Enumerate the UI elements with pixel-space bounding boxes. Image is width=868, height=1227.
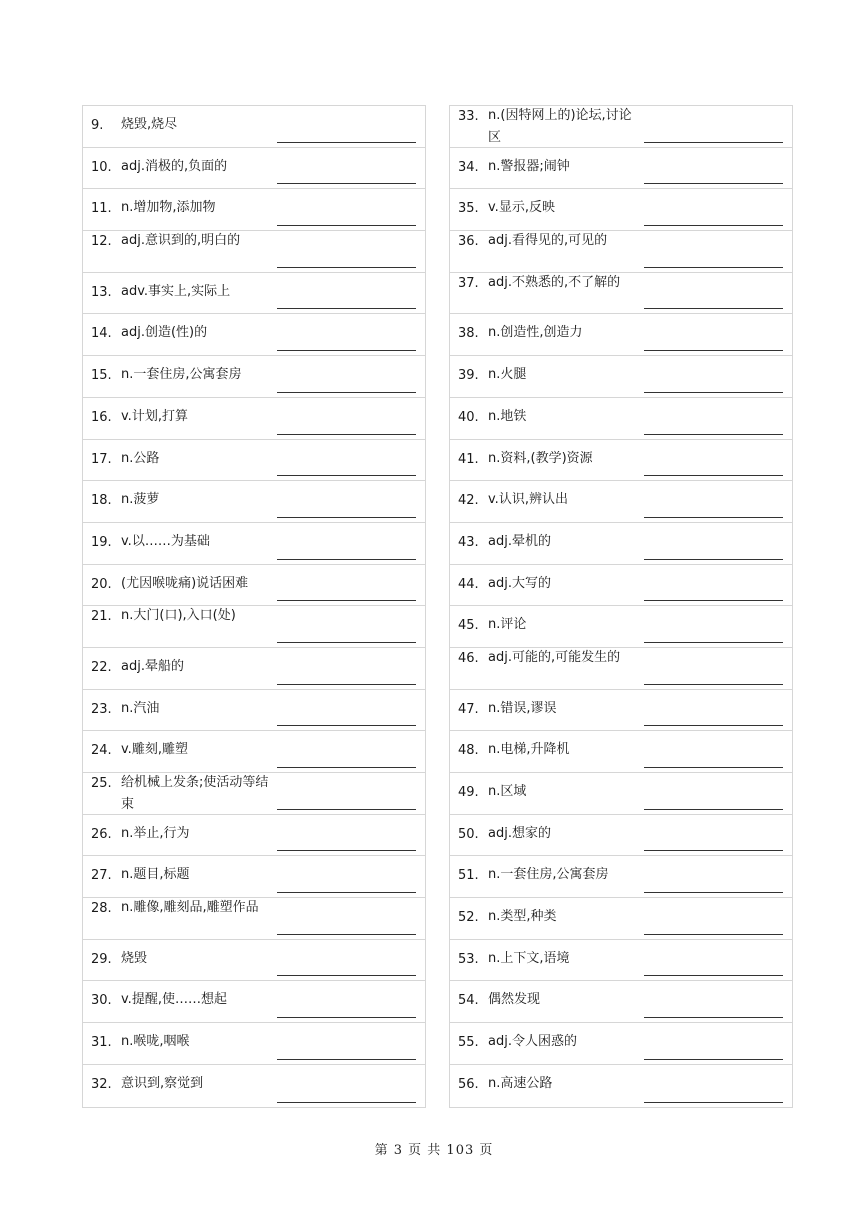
item-definition: n.类型,种类 [488, 909, 557, 925]
vocab-row [83, 106, 425, 148]
answer-blank[interactable] [277, 934, 416, 935]
item-number: 39. [458, 368, 479, 384]
item-number: 14. [91, 326, 112, 342]
item-definition: n.增加物,添加物 [121, 200, 216, 216]
item-number: 27. [91, 868, 112, 884]
item-definition: n.警报器;闹钟 [488, 158, 570, 174]
item-number: 36. [458, 234, 479, 250]
item-number: 30. [91, 993, 112, 1009]
item-number: 31. [91, 1035, 112, 1051]
item-definition: 偶然发现 [488, 992, 541, 1008]
vocab-row [450, 481, 792, 523]
item-definition: v.提醒,使……想起 [121, 992, 227, 1008]
item-number: 16. [91, 409, 112, 425]
item-number: 46. [458, 650, 479, 666]
item-number: 40. [458, 409, 479, 425]
answer-blank[interactable] [277, 434, 416, 435]
item-definition: adj.晕机的 [488, 533, 551, 549]
item-definition: n.菠萝 [121, 492, 160, 508]
vocab-row [83, 398, 425, 440]
item-number: 19. [91, 534, 112, 550]
vocab-row [450, 981, 792, 1023]
item-definition: n.高速公路 [488, 1075, 553, 1091]
vocab-row [450, 440, 792, 482]
vocab-row [450, 398, 792, 440]
item-definition: n.题目,标题 [121, 867, 190, 883]
page-footer: 第 3 页 共 103 页 [374, 1143, 494, 1158]
vocab-row [450, 231, 792, 273]
item-number: 45. [458, 618, 479, 634]
item-number: 37. [458, 275, 479, 291]
answer-blank[interactable] [644, 850, 783, 851]
item-number: 23. [91, 701, 112, 717]
item-definition: 意识到,察觉到 [121, 1075, 204, 1091]
answer-blank[interactable] [644, 767, 783, 768]
vocab-row [83, 898, 425, 940]
item-number: 56. [458, 1076, 479, 1092]
item-definition: n.汽油 [121, 700, 160, 716]
item-definition: v.认识,辨认出 [488, 492, 568, 508]
answer-blank[interactable] [644, 267, 783, 268]
item-definition: n.评论 [488, 617, 527, 633]
item-number: 21. [91, 609, 112, 625]
answer-blank[interactable] [644, 642, 783, 643]
answer-blank[interactable] [644, 892, 783, 893]
answer-blank[interactable] [644, 350, 783, 351]
item-definition: adj.大写的 [488, 575, 551, 591]
answer-blank[interactable] [277, 225, 416, 226]
answer-blank[interactable] [277, 559, 416, 560]
answer-blank[interactable] [277, 767, 416, 768]
vocab-row [83, 1065, 425, 1107]
vocab-row [450, 148, 792, 190]
answer-blank[interactable] [644, 183, 783, 184]
vocab-row [83, 481, 425, 523]
answer-blank[interactable] [277, 725, 416, 726]
item-definition: adj.想家的 [488, 825, 551, 841]
answer-blank[interactable] [277, 142, 416, 143]
vocab-row [450, 690, 792, 732]
vocab-row [450, 189, 792, 231]
item-number: 10. [91, 159, 112, 175]
item-definition: v.雕刻,雕塑 [121, 742, 188, 758]
item-definition: n.一套住房,公寓套房 [121, 367, 242, 383]
answer-blank[interactable] [277, 600, 416, 601]
answer-blank[interactable] [644, 684, 783, 685]
item-number: 18. [91, 493, 112, 509]
item-definition: adj.消极的,负面的 [121, 158, 228, 174]
right-vocab-column [449, 105, 793, 1108]
answer-blank[interactable] [644, 225, 783, 226]
vocab-row [450, 648, 792, 690]
item-number: 26. [91, 826, 112, 842]
vocab-row [83, 273, 425, 315]
answer-blank[interactable] [644, 1102, 783, 1103]
answer-blank[interactable] [644, 725, 783, 726]
vocab-row [450, 1065, 792, 1107]
vocab-row [450, 856, 792, 898]
item-definition: 给机械上发条;使活动等结束 [121, 775, 269, 812]
item-number: 52. [458, 910, 479, 926]
answer-blank[interactable] [277, 183, 416, 184]
answer-blank[interactable] [644, 434, 783, 435]
item-definition: n.喉咙,咽喉 [121, 1034, 190, 1050]
answer-blank[interactable] [644, 1017, 783, 1018]
answer-blank[interactable] [277, 517, 416, 518]
item-definition: adj.看得见的,可见的 [488, 233, 608, 249]
answer-blank[interactable] [644, 559, 783, 560]
vocab-row [450, 273, 792, 315]
item-definition: adj.不熟悉的,不了解的 [488, 274, 621, 290]
answer-blank[interactable] [644, 975, 783, 976]
vocab-row [83, 523, 425, 565]
item-definition: n.上下文,语境 [488, 950, 570, 966]
item-definition: n.雕像,雕刻品,雕塑作品 [121, 900, 259, 916]
item-number: 38. [458, 326, 479, 342]
item-number: 54. [458, 993, 479, 1009]
vocab-row [450, 731, 792, 773]
item-number: 29. [91, 951, 112, 967]
vocab-row [450, 523, 792, 565]
item-number: 25. [91, 776, 112, 791]
vocab-row [83, 606, 425, 648]
vocab-row [450, 106, 792, 148]
answer-blank[interactable] [277, 809, 416, 810]
item-definition: n.举止,行为 [121, 825, 190, 841]
vocab-row [450, 356, 792, 398]
answer-blank[interactable] [277, 1102, 416, 1103]
answer-blank[interactable] [644, 1059, 783, 1060]
answer-blank[interactable] [644, 517, 783, 518]
answer-blank[interactable] [277, 892, 416, 893]
item-number: 44. [458, 576, 479, 592]
item-number: 22. [91, 659, 112, 675]
item-number: 53. [458, 951, 479, 967]
vocab-row [83, 690, 425, 732]
item-number: 17. [91, 451, 112, 467]
item-definition: adv.事实上,实际上 [121, 283, 231, 299]
answer-blank[interactable] [644, 475, 783, 476]
left-vocab-column [82, 105, 426, 1108]
item-number: 47. [458, 701, 479, 717]
item-number: 51. [458, 868, 479, 884]
vocab-row [83, 1023, 425, 1065]
item-number: 32. [91, 1076, 112, 1092]
answer-blank[interactable] [277, 350, 416, 351]
answer-blank[interactable] [277, 392, 416, 393]
vocab-row [83, 565, 425, 607]
item-definition: adj.意识到的,明白的 [121, 233, 241, 249]
item-number: 20. [91, 576, 112, 592]
answer-blank[interactable] [644, 308, 783, 309]
answer-blank[interactable] [277, 684, 416, 685]
item-definition: n.(因特网上的)论坛,讨论区 [488, 108, 632, 145]
answer-blank[interactable] [644, 934, 783, 935]
item-number: 13. [91, 284, 112, 300]
item-definition: n.区域 [488, 784, 527, 799]
answer-blank[interactable] [277, 642, 416, 643]
item-definition: n.公路 [121, 450, 160, 466]
vocab-row [83, 981, 425, 1023]
vocab-row [450, 314, 792, 356]
answer-blank[interactable] [277, 308, 416, 309]
item-number: 33. [458, 109, 479, 124]
item-definition: n.错误,谬误 [488, 700, 557, 716]
item-definition: 烧毁,烧尽 [121, 117, 178, 132]
vocab-row [83, 231, 425, 273]
vocab-row [83, 940, 425, 982]
answer-blank[interactable] [644, 600, 783, 601]
answer-blank[interactable] [277, 850, 416, 851]
item-definition: n.地铁 [488, 408, 527, 424]
item-definition: v.显示,反映 [488, 200, 555, 216]
vocab-row [450, 898, 792, 940]
item-definition: adj.令人困惑的 [488, 1034, 577, 1050]
item-definition: n.火腿 [488, 367, 527, 383]
vocab-row [83, 148, 425, 190]
vocab-row [83, 815, 425, 857]
item-number: 55. [458, 1035, 479, 1051]
item-definition: n.一套住房,公寓套房 [488, 867, 609, 883]
answer-blank[interactable] [644, 392, 783, 393]
item-number: 11. [91, 201, 112, 217]
item-definition: n.大门(口),入口(处) [121, 608, 236, 624]
answer-blank[interactable] [644, 142, 783, 143]
vocab-row [83, 648, 425, 690]
item-definition: adj.晕船的 [121, 658, 184, 674]
vocab-row [83, 773, 425, 815]
vocab-row [83, 856, 425, 898]
item-definition: (尤因喉咙痛)说话困难 [121, 575, 249, 591]
vocab-row [83, 189, 425, 231]
vocab-row [83, 314, 425, 356]
item-definition: adj.可能的,可能发生的 [488, 649, 621, 665]
answer-blank[interactable] [277, 1059, 416, 1060]
item-number: 50. [458, 826, 479, 842]
answer-blank[interactable] [644, 809, 783, 810]
item-number: 24. [91, 743, 112, 759]
vocab-row [83, 356, 425, 398]
vocab-row [450, 815, 792, 857]
item-number: 49. [458, 785, 479, 800]
answer-blank[interactable] [277, 975, 416, 976]
vocab-row [450, 940, 792, 982]
vocab-row [83, 440, 425, 482]
item-definition: adj.创造(性)的 [121, 325, 208, 341]
item-definition: n.电梯,升降机 [488, 742, 570, 758]
item-definition: 烧毁 [121, 950, 148, 966]
item-definition: n.创造性,创造力 [488, 325, 583, 341]
item-definition: n.资料,(教学)资源 [488, 450, 593, 466]
item-definition: v.以……为基础 [121, 533, 210, 549]
item-number: 43. [458, 534, 479, 550]
answer-blank[interactable] [277, 1017, 416, 1018]
item-number: 41. [458, 451, 479, 467]
item-number: 35. [458, 201, 479, 217]
item-number: 34. [458, 159, 479, 175]
vocab-row [450, 606, 792, 648]
vocab-row [450, 565, 792, 607]
item-number: 42. [458, 493, 479, 509]
vocab-row [83, 731, 425, 773]
item-definition: v.计划,打算 [121, 408, 188, 424]
item-number: 12. [91, 234, 112, 250]
item-number: 9. [91, 118, 104, 133]
item-number: 48. [458, 743, 479, 759]
answer-blank[interactable] [277, 475, 416, 476]
answer-blank[interactable] [277, 267, 416, 268]
item-number: 15. [91, 368, 112, 384]
vocab-row [450, 773, 792, 815]
item-number: 28. [91, 901, 112, 917]
vocab-row [450, 1023, 792, 1065]
